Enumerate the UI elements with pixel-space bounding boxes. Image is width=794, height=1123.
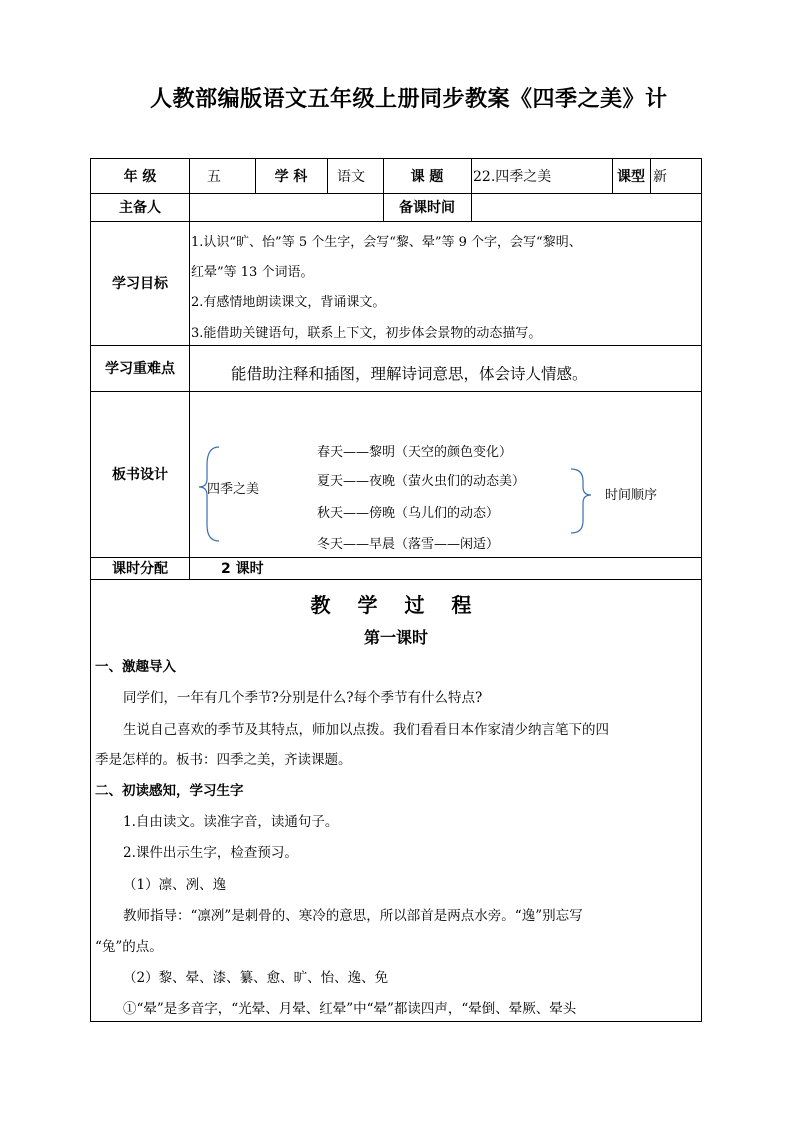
row-divider xyxy=(91,579,701,580)
objective-line: 2.有感情地朗读课文，背诵课文。 xyxy=(191,295,386,310)
board-item: 秋天——傍晚（乌儿们的动态） xyxy=(317,506,500,521)
subject-value: 语文 xyxy=(337,169,365,185)
objective-line: 3.能借助关键语句，联系上下文，初步体会景物的动态描写。 xyxy=(191,326,542,341)
objectives-label: 学习目标 xyxy=(112,276,168,292)
prep-time-label: 备课时间 xyxy=(399,200,455,216)
paragraph: （1）凛、冽、逸 xyxy=(123,877,227,893)
prep-time-value xyxy=(473,193,479,221)
type-value: 新 xyxy=(653,169,667,185)
board-right: 时间顺序 xyxy=(605,488,658,503)
col-divider xyxy=(471,159,472,221)
board-center: 四季之美 xyxy=(207,482,260,497)
section-heading: 二、初读感知，学习生字 xyxy=(95,783,244,799)
board-item: 夏天——夜晚（萤火虫们的动态美） xyxy=(317,474,526,489)
col-divider xyxy=(327,159,328,193)
objective-line: 红晕”等 13 个词语。 xyxy=(191,265,314,280)
document-title: 人教部编版语文五年级上册同步教案《四季之美》计 xyxy=(150,87,668,112)
process-title: 教 学 过 程 xyxy=(310,593,482,617)
board-design-label: 板书设计 xyxy=(112,467,168,483)
lesson-title: 第一课时 xyxy=(363,628,428,647)
paragraph: 教师指导：“凛冽”是刺骨的、寒冷的意思，所以部首是两点水旁。“逸”别忘写 xyxy=(123,908,583,924)
paragraph: 季是怎样的。板书：四季之美，齐读课题。 xyxy=(95,752,352,768)
preparer-label: 主备人 xyxy=(119,200,161,216)
grade-label: 年 级 xyxy=(123,169,157,185)
paragraph: 同学们，一年有几个季节?分别是什么?每个季节有什么特点? xyxy=(123,690,483,706)
paragraph: 生说自己喜欢的季节及其特点，师加以点拨。我们看看日本作家清少纳言笔下的四 xyxy=(123,722,609,738)
topic-value: 22.四季之美 xyxy=(473,169,552,185)
lesson-plan-table xyxy=(90,158,702,1022)
paragraph: 2.课件出示生字，检查预习。 xyxy=(123,845,298,861)
hours-label: 课时分配 xyxy=(112,561,168,577)
key-points-label: 学习重难点 xyxy=(105,361,175,377)
section-heading: 一、激趣导入 xyxy=(95,659,176,675)
right-brace xyxy=(571,469,591,533)
hours-value: 2 课时 xyxy=(221,561,264,577)
paragraph: （2）黎、晕、漆、纂、愈、旷、怡、逸、免 xyxy=(123,970,389,986)
subject-label: 学 科 xyxy=(274,169,308,185)
board-item: 冬天——早晨（落雪——闲适） xyxy=(317,537,500,552)
type-label: 课型 xyxy=(617,169,645,185)
board-item: 春天——黎明（天空的颜色变化） xyxy=(317,445,513,460)
paragraph: “兔”的点。 xyxy=(95,939,163,955)
topic-label: 课 题 xyxy=(410,169,444,185)
objective-line: 1.认识“旷、怡”等 5 个生字，会写“黎、晕”等 9 个字，会写“黎明、 xyxy=(191,235,582,250)
col-divider xyxy=(650,159,651,193)
grade-value: 五 xyxy=(207,169,221,185)
paragraph: 1.自由读文。读准字音，读通句子。 xyxy=(123,814,339,830)
paragraph: ①“晕”是多音字，“光晕、月晕、红晕”中“晕”都读四声，“晕倒、晕厥、晕头 xyxy=(123,1001,577,1017)
key-points-text: 能借助注释和插图，理解诗词意思，体会诗人情感。 xyxy=(231,365,588,383)
preparer-value xyxy=(191,193,197,221)
